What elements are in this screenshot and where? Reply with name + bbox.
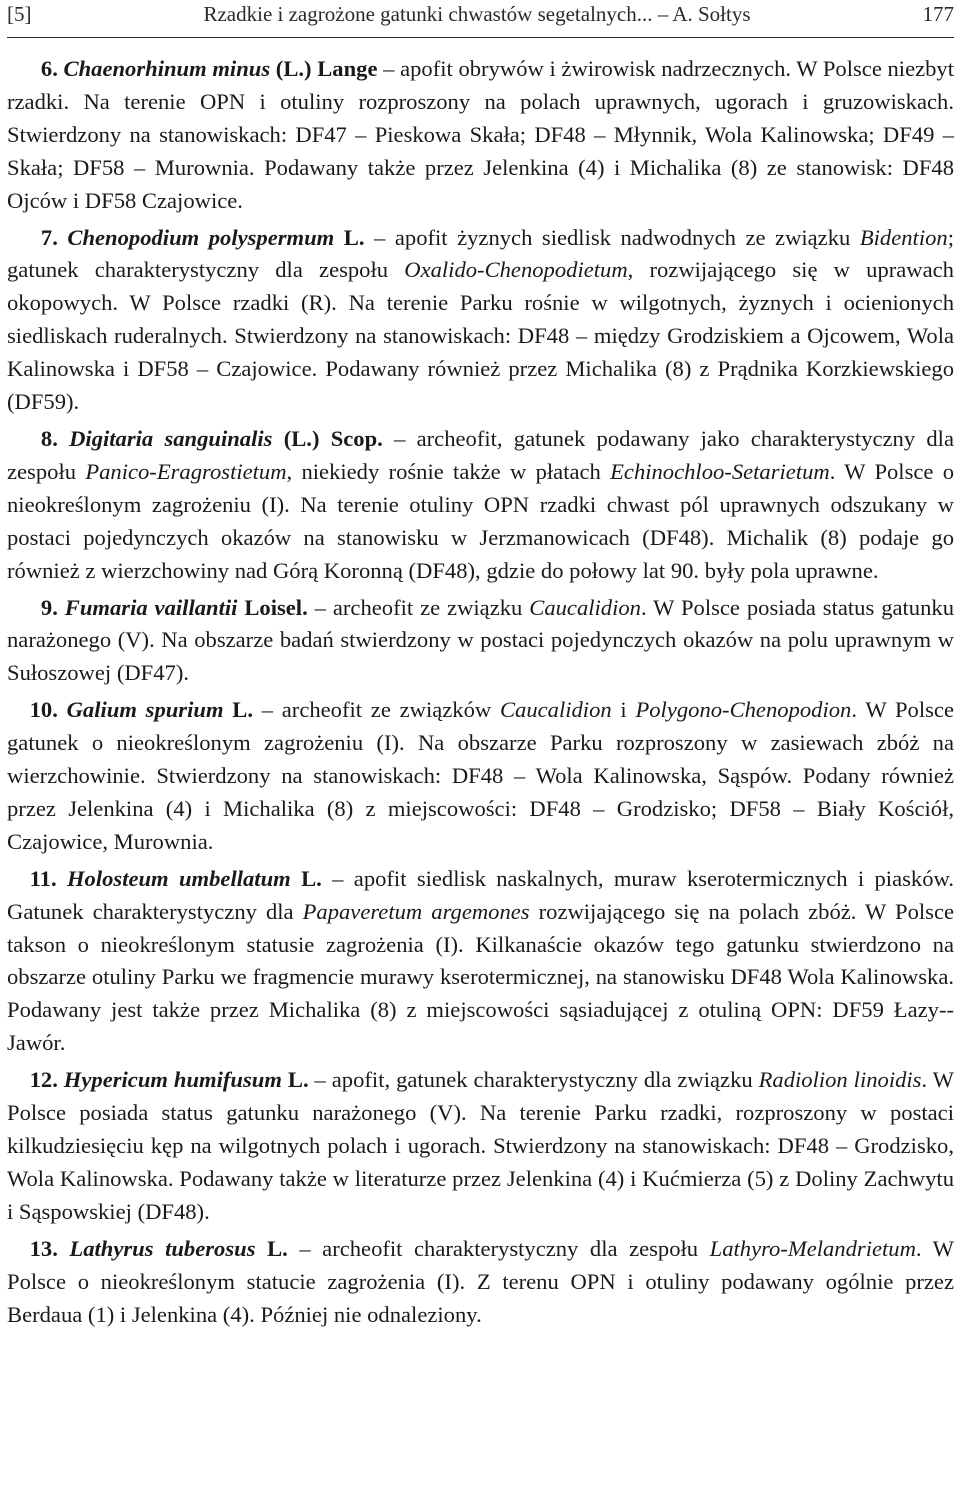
entry-text: ; gatunek charakterystyczny dla zespołu <box>7 224 954 283</box>
species-name: Fumaria vaillantii <box>64 594 238 620</box>
entry-text: – apofit obrywów i żwirowisk nadrzecznych. W Polsce niezbyt rzadki. Na terenie OPN i otuliny rozproszony na polach uprawnych, ugorach i gruzowiskach. Stwierdzony na stanowiskach: DF47 – Pieskowa Skała; DF48 – Młynnik, Wola Kalinowska; DF49 – Skała; DF58 – Murownia. Podawany także przez Jelenkina (4) i Michalika (8) ze stanowisk: DF48 Ojców i DF58 Czajowice. <box>7 56 955 213</box>
species-entry-12 <box>7 1064 954 1229</box>
entry-text: . W Polsce posiada status gatunku narażonego (V). Na terenie Parku rzadki, rozproszony w postaci kilkudziesięciu kęp na wilgotnych polach i ugorach. Stwierdzony na stanowiskach: DF48 – Grodzisko, Wola Kalinowska. Podawany także w literaturze przez Jelenkina (4) i Kućmierza (5) z Doliny Zachwytu i Sąspowskiej (DF48). <box>7 1067 954 1224</box>
entry-number: 13. <box>29 1235 58 1261</box>
article-body <box>7 53 954 1331</box>
syntaxon-name: Bidention <box>859 224 948 250</box>
page-number: 177 <box>922 2 954 26</box>
species-entry-8 <box>7 423 954 588</box>
species-entry-13 <box>7 1233 954 1332</box>
species-author: L. <box>343 224 365 250</box>
species-author: L. <box>301 865 322 891</box>
entry-text: – archeofit ze związku <box>307 594 530 620</box>
entry-number: 8. <box>40 425 58 451</box>
entry-text: – archeofit ze związków <box>252 697 500 723</box>
species-entry-6 <box>7 53 954 218</box>
entry-text: . W Polsce gatunek o nieokreślonym zagrożeniu (I). Na obszarze Parku rozproszony w zasiewach zbóż na wierzchowinie. Stwierdzony na stanowiskach: DF48 – Wola Kalinowska, Sąspów. Podany również przez Jelenkina (4) i Michalika (8) z miejscowości: DF48 – Grodzisko; DF58 – Biały Kościół, Czajowice, Murownia. <box>7 697 954 854</box>
syntaxon-name: Panico-Eragrostietum <box>85 458 287 484</box>
species-author: (L.) Lange <box>275 56 378 81</box>
species-entry-7 <box>7 222 954 419</box>
syntaxon-name: Radiolion linoidis <box>758 1067 922 1093</box>
syntaxon-name: Oxalido-Chenopodietum <box>404 257 628 283</box>
entry-number: 9. <box>40 594 58 620</box>
species-entry-11 <box>7 863 954 1060</box>
syntaxon-name: Echinochloo-Setarietum <box>610 458 830 484</box>
entry-text: – archeofit, gatunek podawany jako charakterystyczny dla zespołu <box>7 425 954 484</box>
entry-text: rozwijającego się na polach zbóż. W Polsce takson o nieokreślonym statusie zagrożenia (I). Kilkanaście okazów tego gatunku stwierdzono na obszarze otuliny Parku we fragmencie murawy kserotermicznej, na stanowisku DF48 Wola Kalinowska. Podawany jest także przez Michalika (8) z miejscowości sąsiadującej z otuliną OPN: DF59 Łazy--Jawór. <box>7 898 954 1056</box>
species-author: L. <box>287 1067 309 1093</box>
syntaxon-name: Polygono-Chenopodion <box>635 697 852 723</box>
syntaxon-name: Papaveretum argemones <box>302 898 530 924</box>
entry-number: 6. <box>40 56 58 81</box>
species-author: Loisel. <box>244 594 308 620</box>
entry-text: – apofit, gatunek charakterystyczny dla związku <box>308 1067 759 1093</box>
entry-text: – archeofit charakterystyczny dla zespołu <box>287 1235 710 1261</box>
entry-text: – apofit żyznych siedlisk nadwodnych ze związku <box>364 224 860 250</box>
entry-text: . W Polsce o nieokreślonym statucie zagrożenia (I). Z terenu OPN i otuliny podawany ogólnie przez Berdaua (1) i Jelenkina (4). Później nie odnaleziony. <box>7 1235 955 1327</box>
syntaxon-name: Caucalidion <box>529 594 641 620</box>
running-header <box>7 0 954 38</box>
entry-text: . W Polsce o nieokreślonym zagrożeniu (I). Na terenie otuliny OPN rzadki chwast pól uprawnych odszukany w postaci pojedynczych okazów na stanowisku w Jerzmanowicach (DF48). Michalik (8) podaje go również z wierzchowiny nad Górą Koronną (DF48), gdzie do połowy lat 90. były pola uprawne. <box>7 458 955 583</box>
species-name: Chenopodium polyspermum <box>67 224 335 250</box>
entry-text: i <box>611 697 636 723</box>
entry-number: 12. <box>29 1067 58 1093</box>
species-entry-9 <box>7 592 954 691</box>
entry-text: – apofit siedlisk naskalnych, muraw kserotermicznych i piasków. Gatunek charakterystyczny dla <box>7 865 954 924</box>
running-title: Rzadkie i zagrożone gatunki chwastów segetalnych... – A. Sołtys <box>203 2 751 26</box>
species-name: Holosteum umbellatum <box>66 865 291 891</box>
species-name: Digitaria sanguinalis <box>69 425 273 451</box>
species-author: (L.) Scop. <box>283 425 383 451</box>
species-author: L. <box>267 1235 288 1261</box>
species-name: Hypericum humifusum <box>63 1067 282 1093</box>
entry-number: 7. <box>40 224 58 250</box>
syntaxon-name: Lathyro-Melandrietum <box>709 1235 916 1261</box>
species-name: Lathyrus tuberosus <box>69 1235 256 1261</box>
entry-text: , niekiedy rośnie także w płatach <box>286 458 611 484</box>
entry-text: . W Polsce posiada status gatunku narażonego (V). Na obszarze badań stwierdzony w postaci pojedynczych okazów na polu uprawnym w Sułoszowej (DF47). <box>7 594 954 686</box>
entry-number: 11. <box>29 865 57 891</box>
syntaxon-name: Caucalidion <box>499 697 612 723</box>
species-author: L. <box>232 697 253 723</box>
species-entry-10 <box>7 694 954 859</box>
species-name: Chaenorhinum minus <box>63 56 271 81</box>
header-section-ref: [5] <box>7 2 32 26</box>
entry-number: 10. <box>29 697 58 723</box>
species-name: Galium spurium <box>66 697 224 723</box>
entry-text: , rozwijającego się w uprawach okopowych. W Polsce rzadki (R). Na terenie Parku rośnie w wilgotnych, żyznych i ocienionych siedliskach ruderalnych. Stwierdzony na stanowiskach: DF48 – między Grodziskiem a Ojcowem, Wola Kalinowska i DF58 – Czajowice. Podawany również przez Michalika (8) z Prądnika Korzkiewskiego (DF59). <box>7 257 954 415</box>
